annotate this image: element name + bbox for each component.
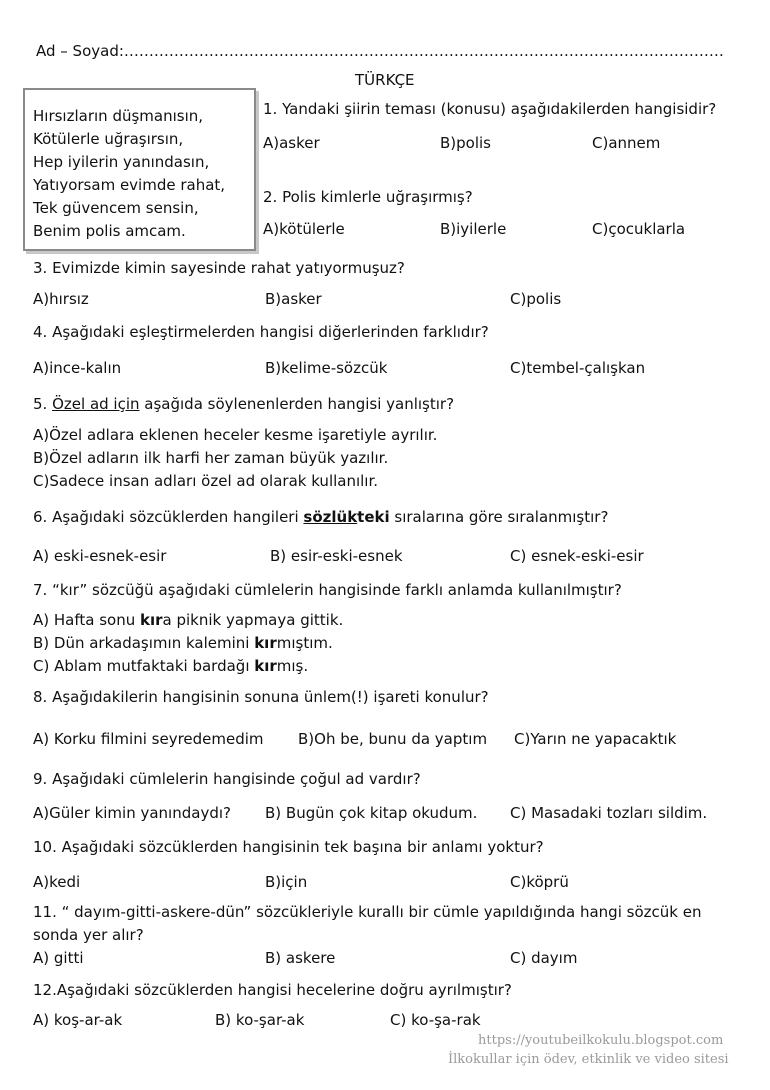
subject-title: TÜRKÇE [355, 71, 415, 89]
q7-b-post: mıştım. [276, 634, 333, 652]
q5-prefix: 5. [33, 395, 53, 413]
q6-bold-underlined: sözlük [303, 508, 358, 526]
q8-option-c: C)Yarın ne yapacaktık [514, 730, 677, 748]
q3-option-c: C)polis [510, 290, 562, 308]
q7-c-pre: C) Ablam mutfaktaki bardağı [33, 657, 255, 675]
name-label: Ad – Soyad: [36, 42, 124, 60]
q7-option-a [33, 611, 343, 629]
poem-line: Kötülerle uğraşırsın, [33, 130, 184, 148]
q6-option-c: C) esnek-eski-esir [510, 547, 644, 565]
q9-option-c: C) Masadaki tozları sildim. [510, 804, 708, 822]
poem-line: Yatıyorsam evimde rahat, [33, 176, 226, 194]
question-9: 9. Aşağıdaki cümlelerin hangisinde çoğul ad vardır? [33, 770, 421, 788]
question-11-line-2: sonda yer alır? [33, 926, 144, 944]
question-2: 2. Polis kimlerle uğraşırmış? [263, 188, 473, 206]
q5-option-a: A)Özel adlara eklenen heceler kesme işaretiyle ayrılır. [33, 426, 438, 444]
question-11-line-1: 11. “ dayım-gitti-askere-dün” sözcükleriyle kurallı bir cümle yapıldığında hangi sözcük en [33, 903, 702, 921]
name-field [36, 42, 724, 60]
q4-option-c: C)tembel-çalışkan [510, 359, 646, 377]
q10-option-c: C)köprü [510, 873, 569, 891]
question-8: 8. Aşağıdakilerin hangisinin sonuna ünlem(!) işareti konulur? [33, 688, 489, 706]
question-3: 3. Evimizde kimin sayesinde rahat yatıyormuşuz? [33, 259, 405, 277]
q3-option-b: B)asker [265, 290, 322, 308]
q7-a-bold: kır [140, 611, 163, 629]
q2-option-a: A)kötülerle [263, 220, 345, 238]
q9-option-a: A)Güler kimin yanındaydı? [33, 804, 231, 822]
q5-suffix: aşağıda söylenenlerden hangisi yanlıştır? [139, 395, 455, 413]
q7-c-bold: kır [254, 657, 277, 675]
q5-option-c: C)Sadece insan adları özel ad olarak kullanılır. [33, 472, 379, 490]
q6-suffix: sıralarına göre sıralanmıştır? [389, 508, 609, 526]
watermark-tagline: İlkokullar için ödev, etkinlik ve video sitesi [448, 1052, 729, 1067]
q11-option-c: C) dayım [510, 949, 578, 967]
q9-option-b: B) Bugün çok kitap okudum. [265, 804, 478, 822]
q1-option-c: C)annem [592, 134, 661, 152]
question-10: 10. Aşağıdaki sözcüklerden hangisinin tek başına bir anlamı yoktur? [33, 838, 544, 856]
q6-prefix: 6. Aşağıdaki sözcüklerden hangileri [33, 508, 304, 526]
q6-option-b: B) esir-eski-esnek [270, 547, 403, 565]
question-12: 12.Aşağıdaki sözcüklerden hangisi hecelerine doğru ayrılmıştır? [33, 981, 512, 999]
q10-option-a: A)kedi [33, 873, 81, 891]
q7-b-pre: B) Dün arkadaşımın kalemini [33, 634, 255, 652]
question-1: 1. Yandaki şiirin teması (konusu) aşağıdakilerden hangisidir? [263, 100, 717, 118]
q7-option-b [33, 634, 333, 652]
q4-option-a: A)ince-kalın [33, 359, 122, 377]
name-dots: ………………………………………………………………………………………………………… [123, 42, 724, 60]
q11-option-b: B) askere [265, 949, 336, 967]
q7-b-bold: kır [254, 634, 277, 652]
q7-c-post: mış. [276, 657, 309, 675]
q1-option-a: A)asker [263, 134, 320, 152]
q7-a-pre: A) Hafta sonu [33, 611, 140, 629]
q2-option-c: C)çocuklarla [592, 220, 686, 238]
poem-line: Tek güvencem sensin, [33, 199, 199, 217]
q4-option-b: B)kelime-sözcük [265, 359, 388, 377]
poem-box [23, 88, 256, 251]
q8-option-b: B)Oh be, bunu da yaptım [298, 730, 488, 748]
question-7: 7. “kır” sözcüğü aşağıdaki cümlelerin hangisinde farklı anlamda kullanılmıştır? [33, 581, 622, 599]
poem-line: Benim polis amcam. [33, 222, 186, 240]
q3-option-a: A)hırsız [33, 290, 89, 308]
q12-option-b: B) ko-şar-ak [215, 1011, 305, 1029]
q10-option-b: B)için [265, 873, 308, 891]
q11-option-a: A) gitti [33, 949, 84, 967]
q7-option-c [33, 657, 308, 675]
question-4: 4. Aşağıdaki eşleştirmelerden hangisi diğerlerinden farklıdır? [33, 323, 489, 341]
q2-option-b: B)iyilerle [440, 220, 507, 238]
q5-underlined: Özel ad için [52, 395, 140, 413]
watermark-url: https://youtubeilkokulu.blogspot.com [478, 1033, 724, 1048]
question-5 [33, 395, 454, 413]
q7-a-post: a piknik yapmaya gittik. [162, 611, 344, 629]
q1-option-b: B)polis [440, 134, 491, 152]
q12-option-c: C) ko-şa-rak [390, 1011, 481, 1029]
q12-option-a: A) koş-ar-ak [33, 1011, 123, 1029]
q5-option-b: B)Özel adların ilk harfi her zaman büyük yazılır. [33, 449, 389, 467]
poem-line: Hırsızların düşmanısın, [33, 107, 204, 125]
question-6 [33, 508, 608, 526]
poem-line: Hep iyilerin yanındasın, [33, 153, 210, 171]
q6-option-a: A) eski-esnek-esir [33, 547, 167, 565]
q6-bold: teki [357, 508, 390, 526]
q8-option-a: A) Korku filmini seyredemedim [33, 730, 264, 748]
